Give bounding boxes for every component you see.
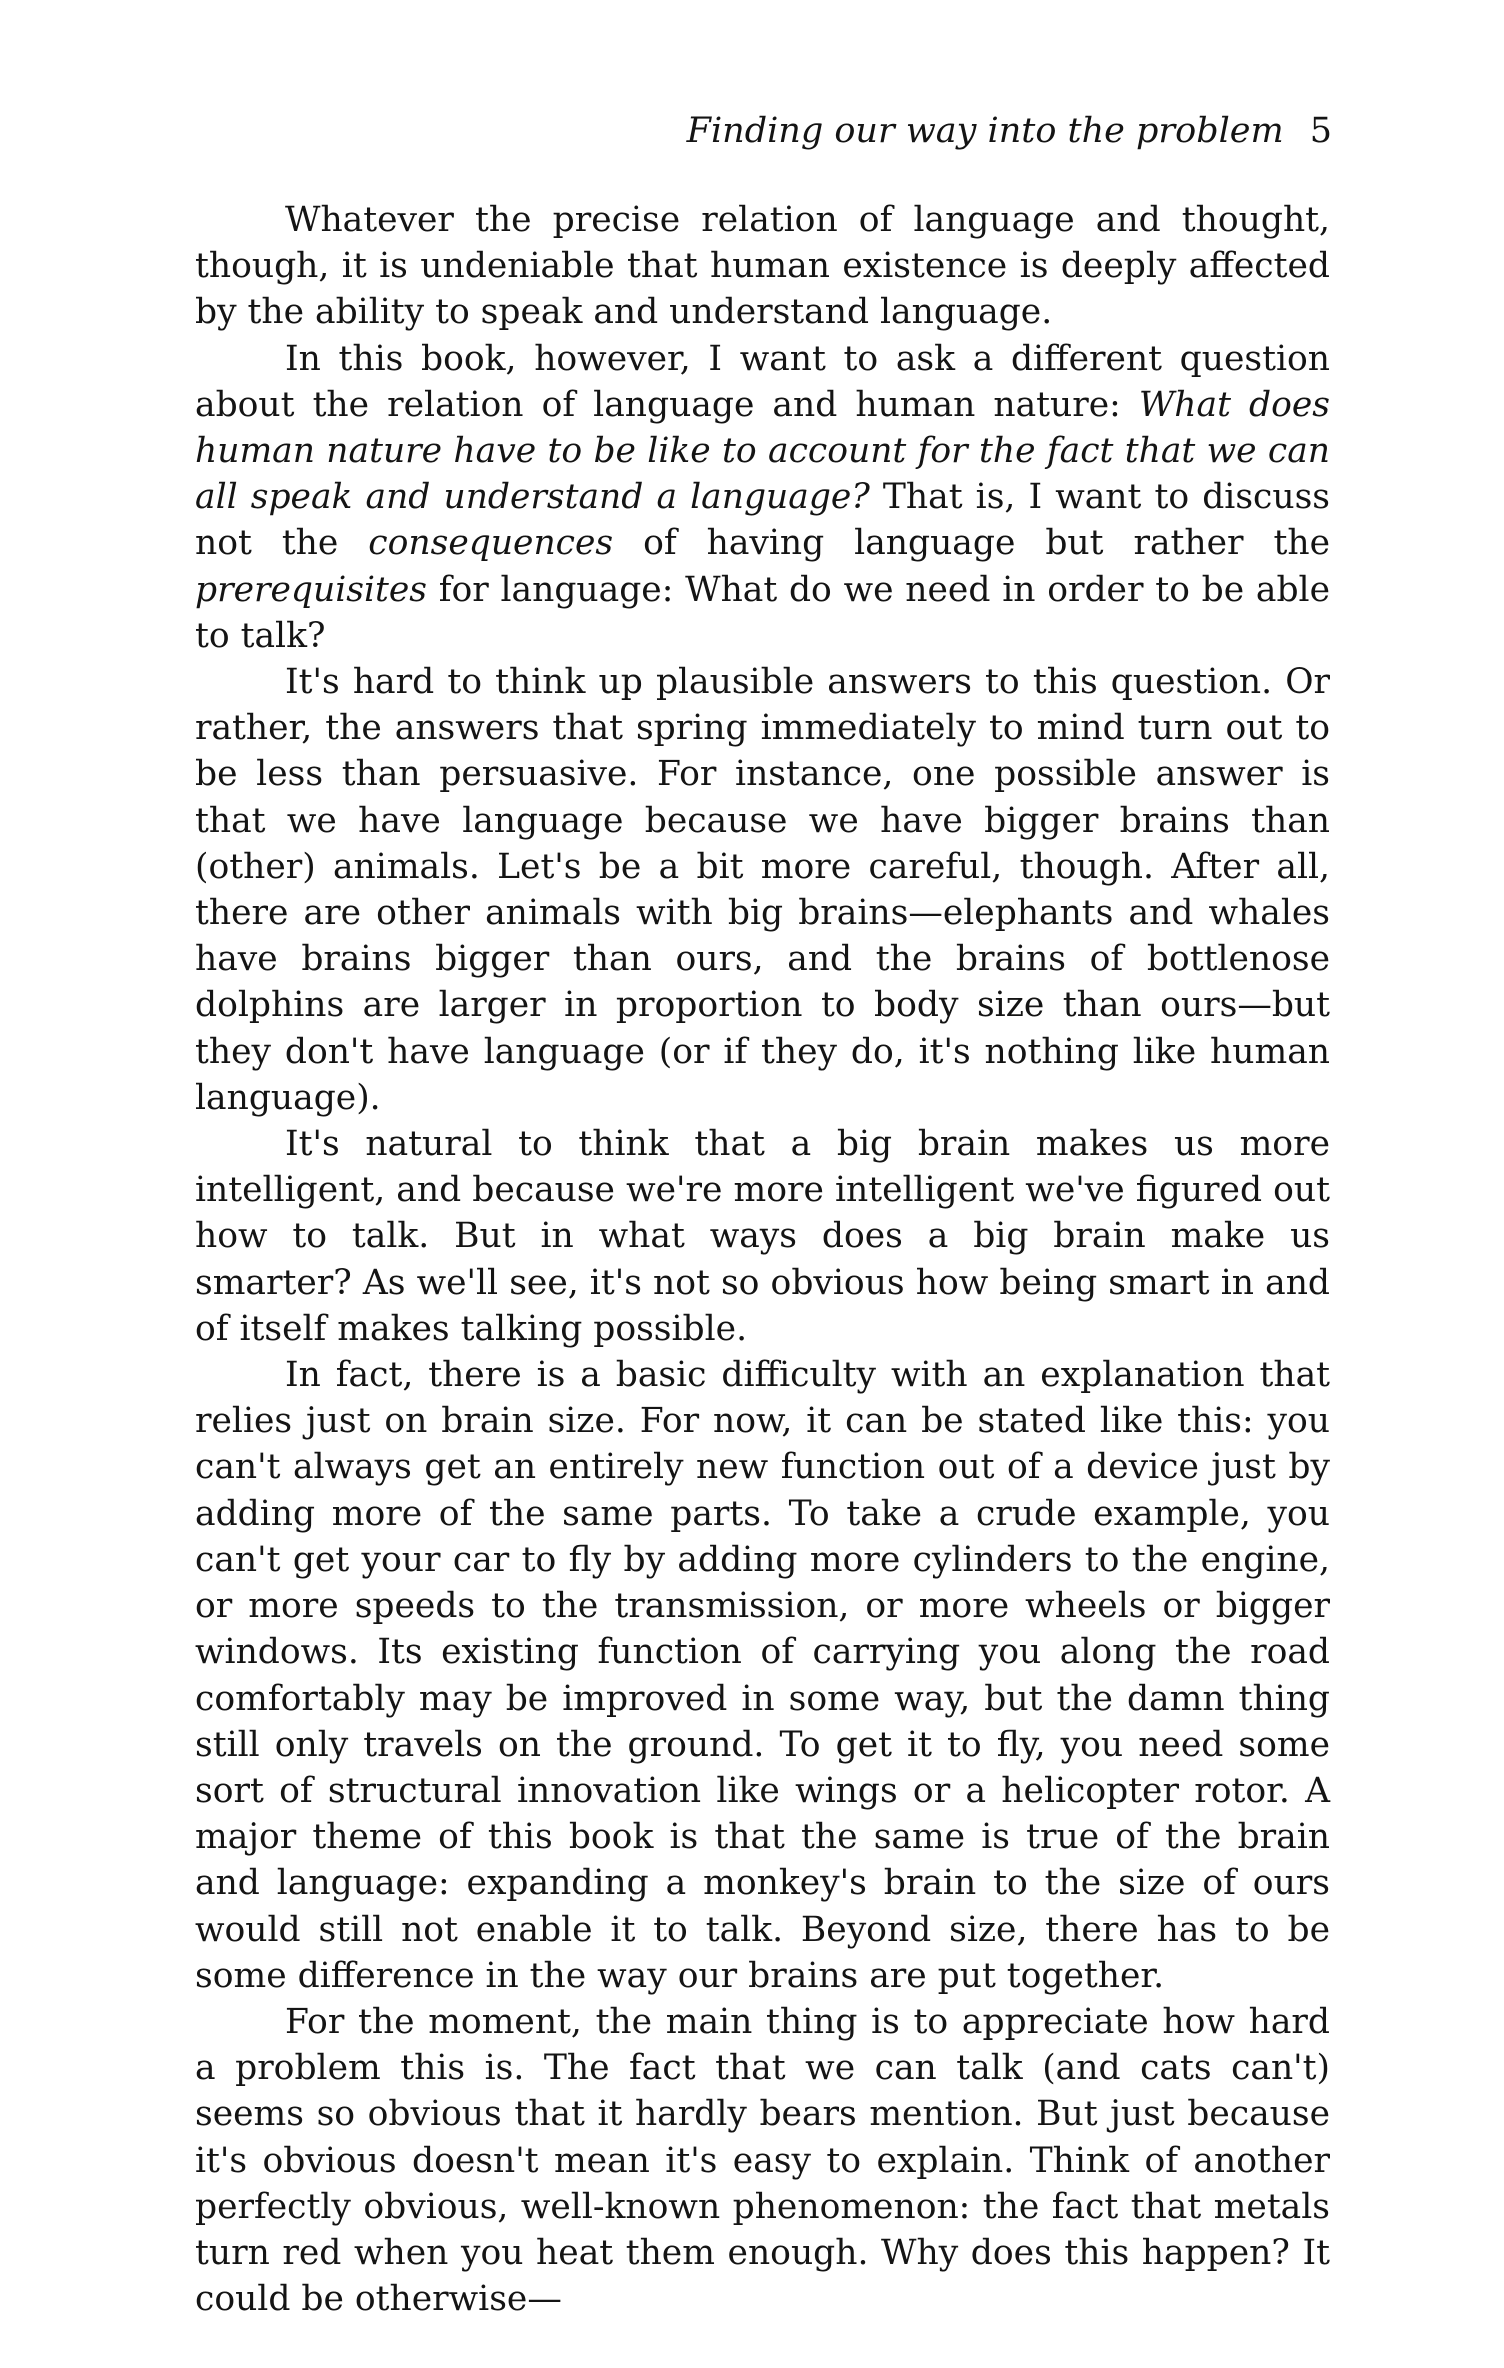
paragraph-1 xyxy=(195,197,1330,336)
paragraph-4 xyxy=(195,1121,1330,1352)
paragraph-5 xyxy=(195,1352,1330,1999)
paragraph-2-prerequisites: prerequisites xyxy=(195,569,427,610)
paragraph-2-lead: In this book, however, I want to ask a different question about the relation of language and human nature: xyxy=(195,338,1330,425)
paragraph-2-mid: That is, I want to discuss not the xyxy=(195,477,1330,564)
paragraph-2-consequences: consequences xyxy=(368,523,614,564)
body-text xyxy=(195,197,1330,2322)
paragraph-2 xyxy=(195,336,1330,659)
paragraph-1-text: Whatever the precise relation of language and thought, though, it is undeniable that human existence is deeply affected by the ability to speak and understand language. xyxy=(195,200,1330,333)
page-number: 5 xyxy=(1309,111,1332,151)
paragraph-2-mid2: of having language but rather the xyxy=(613,523,1330,564)
paragraph-5-text: In fact, there is a basic difficulty with an explanation that relies just on brain size. For now, it can be stated like this: you can't always get an entirely new function out of a device just by adding more of the same parts. To take a crude example, you can't get your car to fly by adding more cylinders to the engine, or more speeds to the transmission, or more wheels or bigger windows. Its existing function of carrying you along the road comfortably may be improved in some way, but the damn thing still only travels on the ground. To get it to fly, you need some sort of structural innovation like wings or a helicopter rotor. A major theme of this book is that the same is true of the brain and language: expanding a monkey's brain to the size of ours would still not enable it to talk. Beyond size, there has to be some difference in the way our brains are put together. xyxy=(195,1355,1330,1996)
running-title: Finding our way into the problem xyxy=(686,111,1284,151)
paragraph-3-text: It's hard to think up plausible answers to this question. Or rather, the answers that spring immediately to mind turn out to be less than persuasive. For instance, one possible answer is that we have language because we have bigger brains than (other) animals. Let's be a bit more careful, though. After all, there are other animals with big brains—elephants and whales have brains bigger than ours, and the brains of bottlenose dolphins are larger in proportion to body size than ours—but they don't have language (or if they do, it's nothing like human language). xyxy=(195,662,1330,1118)
paragraph-6-text: For the moment, the main thing is to appreciate how hard a problem this is. The fact that we can talk (and cats can't) seems so obvious that it hardly bears mention. But just because it's obvious doesn't mean it's easy to explain. Think of another perfectly obvious, well-known phenomenon: the fact that metals turn red when you heat them enough. Why does this happen? It could be otherwise— xyxy=(195,2001,1330,2320)
paragraph-4-text: It's natural to think that a big brain makes us more intelligent, and because we're more intelligent we've figured out how to talk. But in what ways does a big brain make us smarter? As we'll see, it's not so obvious how being smart in and of itself makes talking possible. xyxy=(195,1124,1330,1349)
paragraph-2-question: What does human nature have to be like to account for the fact that we can all speak and understand a language? xyxy=(195,384,1330,518)
paragraph-3 xyxy=(195,659,1330,1121)
running-head xyxy=(687,108,1332,154)
paragraph-2-tail: for language: What do we need in order to be able to talk? xyxy=(195,569,1330,656)
paragraph-6 xyxy=(195,1999,1330,2322)
